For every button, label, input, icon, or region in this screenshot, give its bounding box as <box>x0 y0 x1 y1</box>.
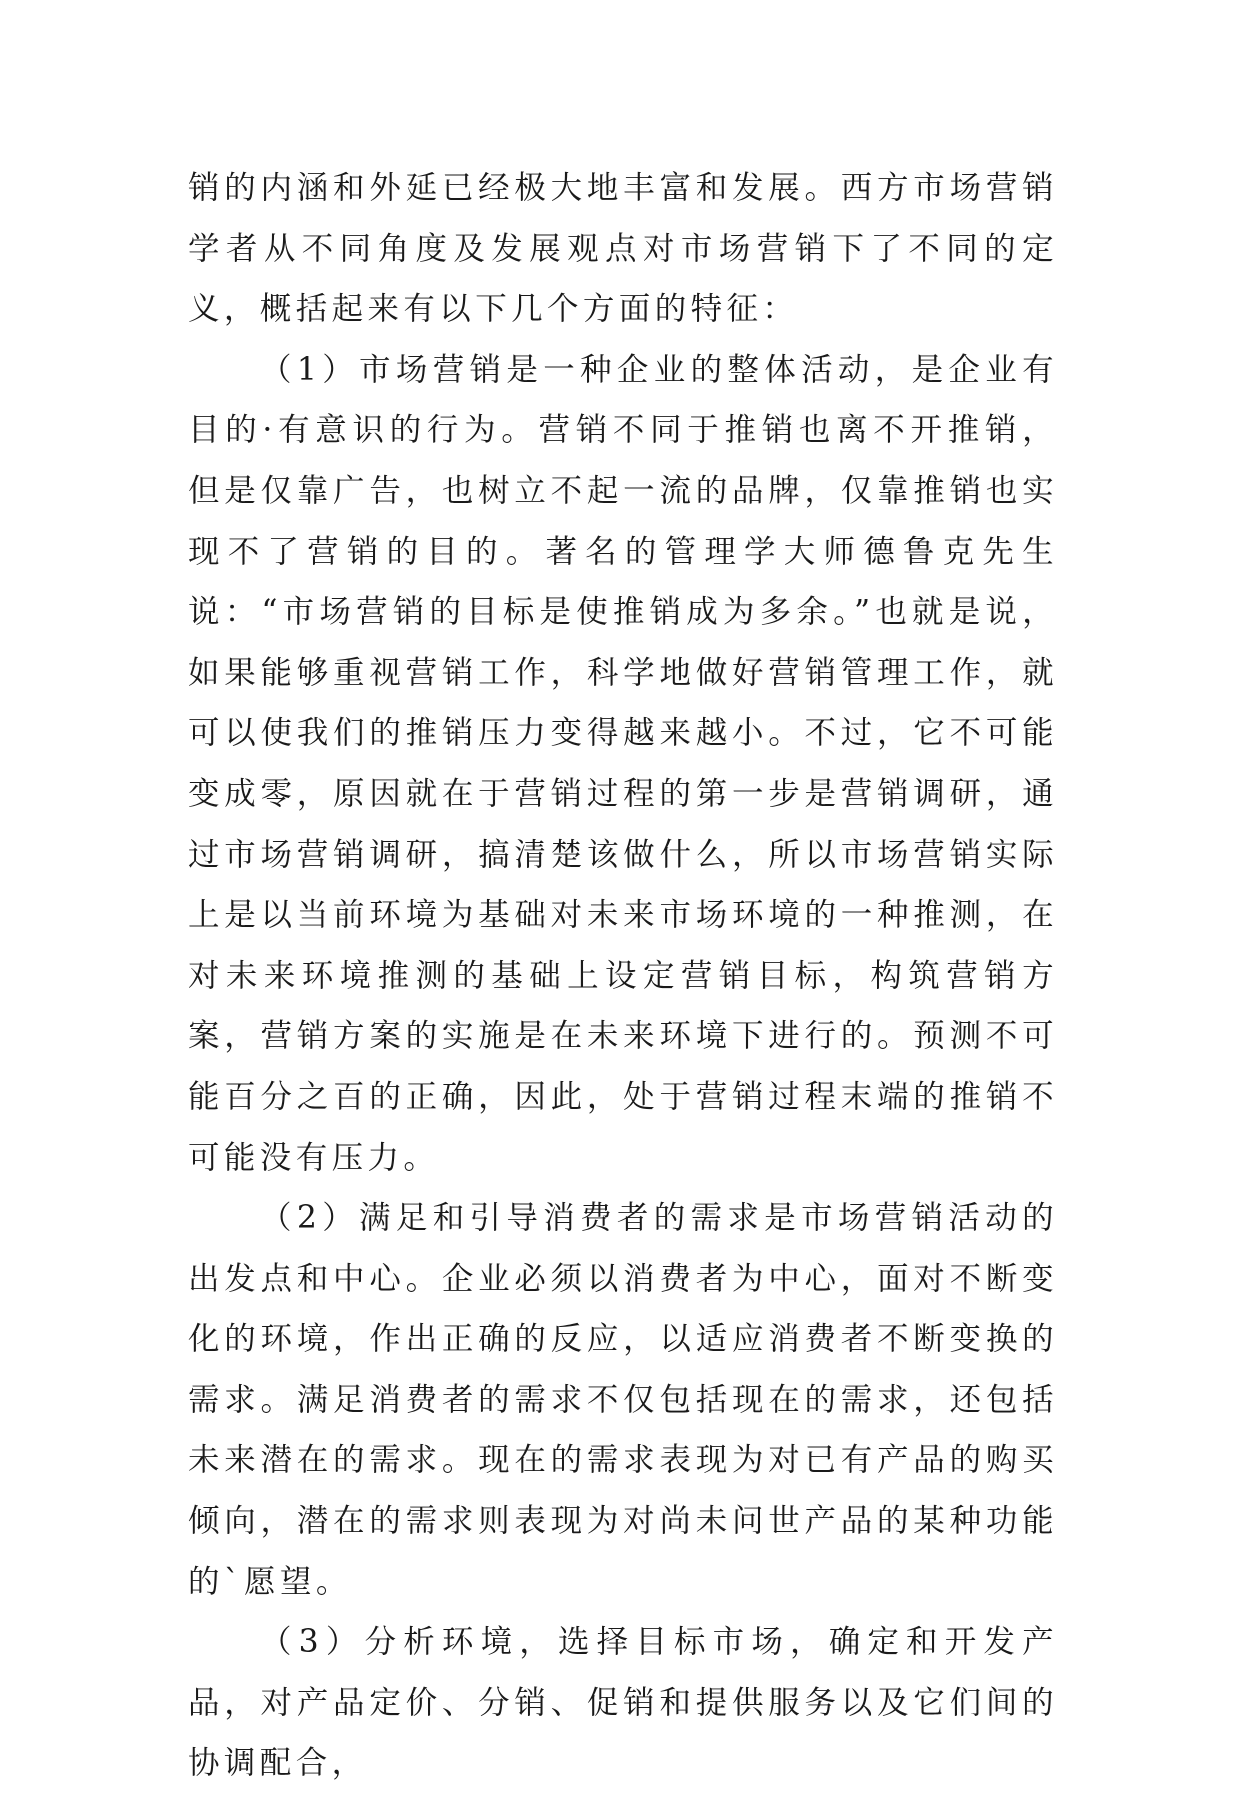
paragraph-continuation: 销的内涵和外延已经极大地丰富和发展。西方市场营销学者从不同角度及发展观点对市场营销下了不同的定义，概括起来有以下几个方面的特征： <box>188 170 1058 328</box>
body-text <box>188 158 1058 1794</box>
paragraph-point-2: （2）满足和引导消费者的需求是市场营销活动的出发点和中心。企业必须以消费者为中心，面对不断变化的环境，作出正确的反应，以适应消费者不断变换的需求。满足消费者的需求不仅包括现在的需求，还包括未来潜在的需求。现在的需求表现为对已有产品的购买倾向，潜在的需求则表现为对尚未问世产品的某种功能的`愿望。 <box>188 1200 1058 1600</box>
paragraph-point-3: （3）分析环境，选择目标市场，确定和开发产品，对产品定价、分销、促销和提供服务以及它们间的协调配合， <box>188 1624 1058 1782</box>
paragraph-point-1: （1）市场营销是一种企业的整体活动，是企业有目的·有意识的行为。营销不同于推销也离不开推销，但是仅靠广告，也树立不起一流的品牌，仅靠推销也实现不了营销的目的。著名的管理学大师德鲁克先生说：“市场营销的目标是使推销成为多余。”也就是说，如果能够重视营销工作，科学地做好营销管理工作，就可以使我们的推销压力变得越来越小。不过，它不可能变成零，原因就在于营销过程的第一步是营销调研，通过市场营销调研，搞清楚该做什么，所以市场营销实际上是以当前环境为基础对未来市场环境的一种推测，在对未来环境推测的基础上设定营销目标，构筑营销方案，营销方案的实施是在未来环境下进行的。预测不可能百分之百的正确，因此，处于营销过程末端的推销不可能没有压力。 <box>188 351 1058 1176</box>
